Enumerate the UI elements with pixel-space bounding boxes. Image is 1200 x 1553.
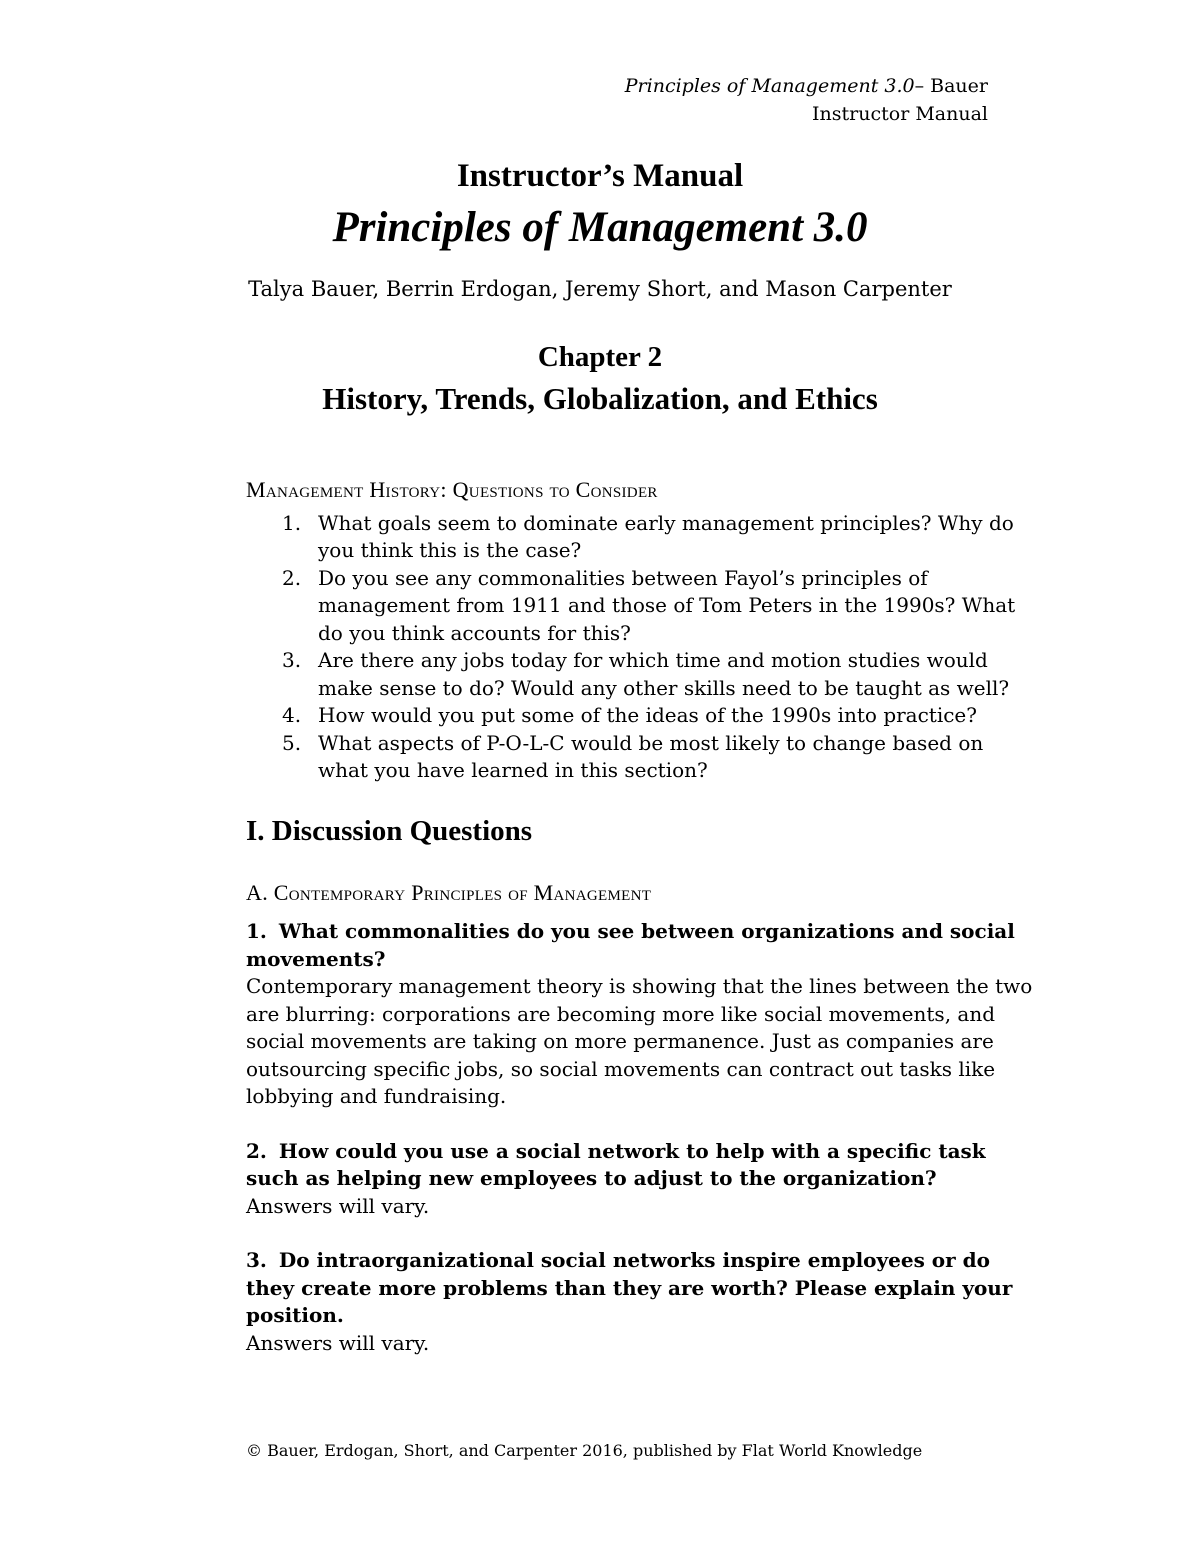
answer-text: Answers will vary. (246, 1330, 430, 1355)
list-item (246, 510, 1036, 565)
list-item-text: How would you put some of the ideas of the 1990s into practice? (318, 703, 977, 727)
questions-to-consider-list (246, 510, 1036, 785)
authors-line: Talya Bauer, Berrin Erdogan, Jeremy Short, and Mason Carpenter (248, 277, 952, 301)
list-item-number: 5. (282, 730, 302, 755)
question-text (246, 918, 1036, 973)
title-block (0, 154, 1200, 420)
chapter-title: History, Trends, Globalization, and Ethics (322, 381, 878, 416)
answer-text: Contemporary management theory is showing that the lines between the two are blurring: corporations are becoming more like social movements, and social movements are taking on more permanence. Just as companies are outsourcing specific jobs, so social movements can contract out tasks like lobbying and fundraising. (246, 974, 1033, 1108)
list-item-number: 1. (282, 510, 302, 535)
manual-title: Instructor’s Manual (456, 158, 744, 194)
discussion-questions-heading: I. Discussion Questions (246, 814, 533, 847)
question-number: 2. (246, 1138, 267, 1163)
list-item-text: What goals seem to dominate early management principles? Why do you think this is the case? (318, 510, 1014, 562)
question-text (246, 1247, 1036, 1330)
list-item (246, 647, 1036, 702)
list-item-text: Are there any jobs today for which time and motion studies would make sense to do? Would any other skills need to be taught as well? (318, 648, 1010, 700)
main-content (246, 476, 1036, 1384)
book-title: Principles of Management 3.0 (332, 204, 868, 251)
list-item-number: 3. (282, 648, 302, 672)
question-number: 1. (246, 919, 267, 943)
question-body: How could you use a social network to help with a specific task such as helping new employees to adjust to the organization? (246, 1138, 986, 1190)
answer-text: Answers will vary. (246, 1193, 430, 1218)
running-header-line1 (625, 72, 988, 100)
list-item (246, 702, 1036, 730)
discussion-question (246, 1247, 1036, 1357)
list-item (246, 730, 1036, 785)
question-body: Do intraorganizational social networks inspire employees or do they create more problems than they are worth? Please explain your position. (246, 1248, 1013, 1327)
running-header-author: – Bauer (914, 75, 988, 97)
running-header-line2: Instructor Manual (812, 103, 988, 125)
discussion-question (246, 1138, 1036, 1221)
page-footer: © Bauer, Erdogan, Short, and Carpenter 2016, published by Flat World Knowledge (246, 1441, 923, 1460)
list-item-text: What aspects of P-O-L-C would be most likely to change based on what you have learned in this section? (318, 730, 984, 782)
running-header-book-title: Principles of Management 3.0 (624, 75, 915, 97)
chapter-number: Chapter 2 (537, 341, 663, 373)
running-header (625, 72, 988, 128)
question-number: 3. (246, 1248, 267, 1272)
subsection-heading: A. Contemporary Principles of Management (246, 879, 652, 905)
questions-to-consider-heading: Management History: Questions to Consider (246, 477, 658, 502)
list-item (246, 565, 1036, 648)
list-item-number: 2. (282, 565, 302, 590)
list-item-number: 4. (282, 703, 302, 727)
discussion-question (246, 918, 1036, 1111)
list-item-text: Do you see any commonalities between Fayol’s principles of management from 1911 and those of Tom Peters in the 1990s? What do you think accounts for this? (318, 565, 1016, 645)
question-body: What commonalities do you see between organizations and social movements? (246, 919, 1015, 971)
question-text (246, 1138, 1036, 1193)
